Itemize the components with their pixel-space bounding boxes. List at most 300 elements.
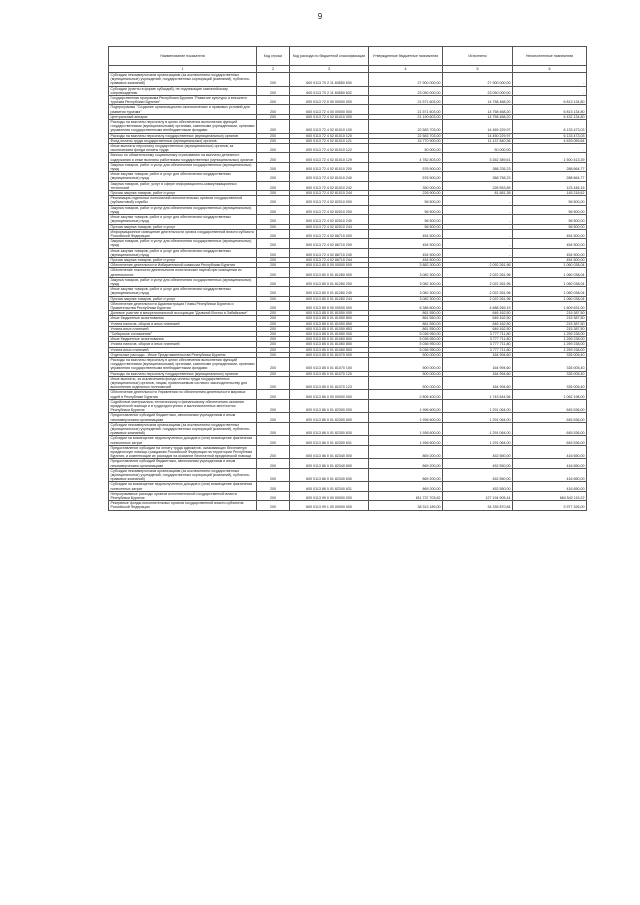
row-executed: 14 758 468,20 (443, 105, 513, 114)
row-unexecuted: 56 500,00 (513, 196, 587, 205)
row-unexecuted: 1 609 631,00 (513, 301, 587, 310)
row-name: Субсидии (гранты в форме субсидий), не подлежащие казначейскому сопровождению (109, 86, 257, 95)
row-code: 200 (257, 96, 290, 105)
row-executed: 4 688 269,19 (443, 301, 513, 310)
table-row (109, 144, 587, 153)
row-classification: 600 0113 72 4 02 81010 242 (290, 181, 369, 190)
row-approved: 3 082 300,00 (369, 296, 443, 301)
row-unexecuted: 56 500,00 (513, 205, 587, 214)
row-classification: 600 0113 85 0 01 81050 000 (290, 311, 369, 316)
row-executed: 452 550,00 (443, 468, 513, 482)
row-code: 200 (257, 357, 290, 371)
table-row (109, 153, 587, 162)
row-classification: 600 0113 86 0 01 82300 600 (290, 413, 369, 422)
row-unexecuted: 335 005,40 (513, 376, 587, 390)
row-classification: 600 0113 72 0 00 00000 000 (290, 96, 369, 105)
row-approved: 23 050 000,00 (369, 86, 443, 95)
row-classification: 600 0113 72 4 02 82010 244 (290, 224, 369, 229)
table-row (109, 86, 587, 95)
row-executed: 3 777 711,80 (443, 331, 513, 336)
row-classification: 600 0113 85 0 01 81060 800 (290, 337, 369, 342)
row-unexecuted: 1 060 038,04 (513, 296, 587, 301)
row-classification: 600 0113 72 4 02 81010 100 (290, 120, 369, 134)
row-classification: 600 0113 85 0 01 81060 853 (290, 347, 369, 352)
row-name: Предоставление субсидий бюджетным, автономным учреждениям и иным некоммерческим организациям (109, 413, 257, 422)
row-approved: 226 900,00 (369, 191, 443, 196)
row-classification: 600 0113 85 0 01 81070 123 (290, 376, 369, 390)
row-unexecuted: 416 650,00 (513, 468, 587, 482)
row-unexecuted: 6 813 134,80 (513, 96, 587, 105)
row-name: Расходы на выплаты персоналу в целях обеспечения выполнения функций государственными (муниципальными) органами, казенными учреждениями, органами управления государственными внебюджетными фондами (110, 357, 255, 371)
row-name: Уплата иных платежей (109, 347, 257, 352)
row-unexecuted: 454 500,00 (513, 248, 587, 257)
column-number: 2 (257, 66, 290, 73)
column-number: 4 (369, 66, 443, 73)
header-classification: Код расхода по бюджетной классификации (290, 47, 369, 66)
row-code: 200 (257, 248, 290, 257)
row-executed: 27 900 000,00 (443, 73, 513, 87)
row-approved: 1 936 600,00 (369, 436, 443, 445)
table-row (109, 239, 587, 248)
header-unexecuted: Неисполненные назначения (513, 47, 587, 66)
row-name: Центральный аппарат (109, 114, 257, 119)
row-name: Закупка товаров, работ и услуг для обеспечения государственных (муниципальных) нужд (109, 277, 257, 286)
table-row (109, 459, 587, 468)
row-code: 200 (257, 153, 290, 162)
row-executed: - (443, 248, 513, 257)
row-approved: 454 500,00 (369, 248, 443, 257)
row-unexecuted: - (513, 73, 587, 87)
row-code: 200 (257, 501, 290, 510)
row-unexecuted: 4 633 059,64 (513, 138, 587, 143)
row-name: Субсидии некоммерческим организациям (за исключением государственных (муниципальных) учреждений, государственных корпораций (компаний), публично-правовых компаний) (109, 468, 257, 482)
row-unexecuted: 6 813 134,80 (513, 105, 587, 114)
row-code: 200 (257, 301, 290, 310)
row-name: Долевое участие в межрегиональной ассоциации "Дальний Восток и Забайкалье" (109, 311, 257, 316)
row-unexecuted: 335 005,40 (513, 357, 587, 371)
row-classification: 600 0113 85 0 01 81050 800 (290, 316, 369, 321)
row-executed: - (443, 239, 513, 248)
row-name: Иные закупки товаров, работ и услуг для обеспечения государственных (муниципальных) нужд (109, 215, 257, 224)
row-executed: 1 291 064,00 (443, 399, 513, 413)
row-classification: 600 0113 72 4 02 81010 240 (290, 172, 369, 181)
row-name: Субсидии на возмещение недополученных доходов и (или) возмещение фактически понесенных затрат (109, 482, 257, 491)
table-row (109, 376, 587, 390)
row-classification: 600 0113 72 4 02 82010 240 (290, 215, 369, 224)
row-executed: 452 550,00 (443, 482, 513, 491)
row-classification: 600 0113 86 0 01 82340 630 (290, 468, 369, 482)
row-name: Обеспечение деятельности Администрации Главы Республики Бурятия и Правительства Республики Бурятия (109, 301, 257, 310)
row-unexecuted: 1 062 198,00 (513, 390, 587, 399)
row-executed: 81 681,38 (443, 191, 513, 196)
row-executed: 388 235,23 (443, 162, 513, 171)
row-code: 200 (257, 459, 290, 468)
table-row (109, 468, 587, 482)
row-name: Закупка товаров, работ и услуг для обеспечения государственных (муниципальных) нужд (109, 239, 257, 248)
row-name: Расходы на выплаты персоналу в целях обеспечения выполнения функций государственными (муниципальными) органами, казенными учреждениями, органами управления государственными внебюджетными фондами (110, 120, 255, 133)
row-name: Предоставление субсидии на оплату труда адвокатов, оказывающих бесплатную юридическую помощь гражданам Российской Федерации на территории Республики Бурятия, и компенсации их расходов на оказание бесплатной юридической помощи (109, 445, 257, 459)
row-code: 200 (257, 287, 290, 296)
row-approved: 861 550,00 (369, 311, 443, 316)
row-unexecuted: 56 500,00 (513, 224, 587, 229)
row-code: 200 (257, 352, 290, 357)
row-approved: 3 082 300,00 (369, 277, 443, 286)
row-approved: 576 900,00 (369, 172, 443, 181)
table-row (109, 196, 587, 205)
table-row (109, 436, 587, 445)
row-classification: 600 0113 72 4 02 82010 200 (290, 205, 369, 214)
row-approved: 22 583 703,00 (369, 133, 443, 138)
row-approved: 869 200,00 (369, 445, 443, 459)
row-executed: 646 162,50 (443, 316, 513, 321)
row-unexecuted: 56 500,00 (513, 215, 587, 224)
row-executed: 3 262 389,61 (443, 153, 513, 162)
row-approved: 500 000,00 (369, 357, 443, 371)
row-classification: 600 0113 72 4 02 81010 244 (290, 191, 369, 196)
budget-execution-table (108, 46, 587, 511)
row-unexecuted: 645 536,00 (513, 399, 587, 413)
table-row (109, 413, 587, 422)
row-name: Содействие материально-техническому и финансовому обеспечению оказания юридической помощи и в труднодоступных и малонаселенных местностях Республики Бурятия (109, 399, 257, 413)
row-name: Уплата налогов, сборов и иных платежей (109, 342, 257, 347)
row-executed: 1 743 644,56 (443, 390, 513, 399)
row-unexecuted: 684 542 115,22 (513, 491, 587, 500)
row-classification: 600 0113 86 0 01 82340 631 (290, 482, 369, 491)
row-name: Уплата налогов, сборов и иных платежей (109, 321, 257, 326)
row-unexecuted: 1 259 238,00 (513, 337, 587, 342)
row-executed: - (443, 257, 513, 262)
row-approved: 1 936 600,00 (369, 413, 443, 422)
row-executed: 11 137 840,36 (443, 138, 513, 143)
row-classification: 600 0113 85 0 01 81050 853 (290, 326, 369, 331)
row-approved: 869 200,00 (369, 482, 443, 491)
table-row (109, 501, 587, 510)
row-code: 200 (257, 268, 290, 277)
row-code: 200 (257, 436, 290, 445)
row-executed: 3 777 711,80 (443, 342, 513, 347)
row-unexecuted: 145 218,62 (513, 191, 587, 196)
row-classification: 600 0113 72 4 02 86710 200 (290, 239, 369, 248)
row-name: Прочая закупка товаров, работ и услуг (109, 224, 257, 229)
row-code: 200 (257, 311, 290, 316)
row-name: Обеспечение деятельности Избирательной комиссии Республики Бурятия (109, 263, 257, 268)
table-body (109, 73, 587, 511)
row-approved: 2 805 400,00 (369, 390, 443, 399)
row-name: Иные бюджетные ассигнования (109, 337, 257, 342)
row-classification: 600 0113 80 0 01 81260 000 (290, 268, 369, 277)
row-approved: 21 571 603,00 (369, 105, 443, 114)
row-code: 200 (257, 468, 290, 482)
row-approved: 1 996 600,00 (369, 399, 443, 413)
row-approved: 5 036 950,00 (369, 337, 443, 342)
row-executed: - (443, 215, 513, 224)
table-row (109, 277, 587, 286)
row-unexecuted: 1 060 038,04 (513, 287, 587, 296)
row-unexecuted: 1 060 038,04 (513, 268, 587, 277)
row-executed: - (443, 224, 513, 229)
row-approved: 500 000,00 (369, 371, 443, 376)
row-code: 200 (257, 144, 290, 153)
row-approved: 3 882 300,00 (369, 263, 443, 268)
row-approved: 22 583 703,00 (369, 120, 443, 134)
column-number: 1 (109, 66, 257, 73)
row-classification: 600 0113 86 0 01 82300 631 (290, 436, 369, 445)
row-name: Реализация отдельных полномочий исполнительных органов государственной (субъектовой) службы (109, 196, 257, 205)
row-code: 200 (257, 138, 290, 143)
row-code: 200 (257, 337, 290, 342)
row-executed: 1 291 064,00 (443, 413, 513, 422)
row-executed: 388 758,23 (443, 172, 513, 181)
row-name: Обеспечение деятельности Управления по обеспечению деятельности мировых судей в Республике Бурятия (109, 390, 257, 399)
row-executed: 3 777 711,80 (443, 337, 513, 342)
row-executed: 34 335 870,84 (443, 501, 513, 510)
row-name: Прочая закупка товаров, работ и услуг (109, 257, 257, 262)
row-unexecuted: 454 500,00 (513, 239, 587, 248)
row-unexecuted: 6 133 473,03 (513, 133, 587, 138)
row-code: 200 (257, 390, 290, 399)
row-classification: 600 0113 72 4 02 86710 240 (290, 248, 369, 257)
column-number: 3 (290, 66, 369, 73)
row-code: 200 (257, 105, 290, 114)
row-executed: 14 758 468,20 (443, 96, 513, 105)
row-name: Субсидии некоммерческим организациям (за исключением государственных (муниципальных) учреждений, государственных корпораций (компаний), публично-правовых компаний) (109, 73, 257, 87)
row-unexecuted: - (513, 86, 587, 95)
row-approved: 3 082 300,00 (369, 268, 443, 277)
table-row (109, 445, 587, 459)
row-unexecuted: 1 060 038,04 (513, 277, 587, 286)
row-code: 200 (257, 133, 290, 138)
row-code: 200 (257, 224, 290, 229)
row-name: Обеспечение гласности деятельности политических партий при освещении их деятельности (109, 268, 257, 277)
row-unexecuted: - (513, 144, 587, 153)
table-row (109, 162, 587, 171)
row-code: 200 (257, 376, 290, 390)
row-name: Уплата иных платежей (109, 326, 257, 331)
row-unexecuted: 288 664,77 (513, 172, 587, 181)
row-code: 200 (257, 277, 290, 286)
row-code: 200 (257, 86, 290, 95)
header-executed: Исполнено (443, 47, 513, 66)
row-approved: 38 313 189,00 (369, 501, 443, 510)
row-name: Субсидии некоммерческим организациям (за исключением государственных (муниципальных) учреждений, государственных корпораций (компаний), публично-правовых компаний) (109, 422, 257, 436)
row-executed: 2 022 261,96 (443, 268, 513, 277)
row-classification: 600 0113 85 0 01 81050 850 (290, 321, 369, 326)
row-executed: 2 022 261,96 (443, 296, 513, 301)
row-code: 200 (257, 263, 290, 268)
row-code: 200 (257, 331, 290, 336)
row-code: 200 (257, 114, 290, 119)
row-executed: 646 162,50 (443, 326, 513, 331)
row-name: Расходы на выплаты персоналу государственных (муниципальных) органов (109, 371, 257, 376)
row-executed: 452 550,00 (443, 445, 513, 459)
row-classification: 600 0113 72 4 02 81010 122 (290, 144, 369, 153)
row-code: 200 (257, 347, 290, 352)
row-unexecuted: 416 650,00 (513, 482, 587, 491)
row-executed: 164 994,60 (443, 371, 513, 376)
row-code: 200 (257, 326, 290, 331)
row-classification: 600 0113 72 4 02 86710 244 (290, 257, 369, 262)
row-unexecuted: 335 005,40 (513, 352, 587, 357)
row-name: Прочая закупка товаров, работ и услуг (109, 296, 257, 301)
row-executed: 452 550,00 (443, 459, 513, 468)
row-unexecuted: 1 500 413,39 (513, 153, 587, 162)
row-unexecuted: 1 259 238,00 (513, 342, 587, 347)
row-classification: 600 0113 72 4 02 81010 000 (290, 114, 369, 119)
row-classification: 600 0113 86 0 01 82300 630 (290, 422, 369, 436)
row-classification: 600 0113 85 0 01 81070 120 (290, 371, 369, 376)
row-approved: 15 770 900,00 (369, 138, 443, 143)
row-classification: 600 0113 72 4 02 86710 000 (290, 229, 369, 238)
row-classification: 600 0113 85 0 01 81060 850 (290, 342, 369, 347)
row-approved: 861 550,00 (369, 326, 443, 331)
row-executed: 3 777 711,80 (443, 347, 513, 352)
header-row (109, 47, 587, 66)
row-approved: 6 388 800,00 (369, 301, 443, 310)
table-row (109, 422, 587, 436)
row-code: 200 (257, 399, 290, 413)
row-classification: 600 0113 85 0 01 81060 000 (290, 331, 369, 336)
row-approved: 5 036 950,00 (369, 331, 443, 336)
row-executed: 2 022 261,96 (443, 277, 513, 286)
row-code: 200 (257, 445, 290, 459)
row-executed: 646 162,50 (443, 311, 513, 316)
row-executed: 14 450 229,97 (443, 133, 513, 138)
row-approved: 3 082 300,00 (369, 287, 443, 296)
table-row (109, 105, 587, 114)
row-classification: 600 0113 72 4 00 00000 000 (290, 105, 369, 114)
row-name: Фонд оплаты труда государственных (муниципальных) органов (109, 138, 257, 143)
row-classification: 600 0113 80 0 01 81260 240 (290, 287, 369, 296)
row-classification: 600 0113 80 0 00 00000 000 (290, 263, 369, 268)
row-executed: 23 050 000,00 (443, 86, 513, 95)
row-name: Закупка товаров, работ, услуг в сфере информационно-коммуникационных технологий (109, 181, 257, 190)
row-unexecuted: 454 500,00 (513, 229, 587, 238)
row-classification: 600 0113 72 4 02 82010 000 (290, 196, 369, 205)
row-unexecuted: 8 133 473,03 (513, 120, 587, 134)
row-code: 200 (257, 371, 290, 376)
row-name: Иные закупки товаров, работ и услуг для обеспечения государственных (муниципальных) нужд (109, 172, 257, 181)
row-unexecuted: 215 387,50 (513, 311, 587, 316)
page-number: 9 (317, 12, 323, 21)
row-unexecuted: 3 977 326,00 (513, 501, 587, 510)
column-number: 6 (513, 66, 587, 73)
row-unexecuted: 288 664,77 (513, 162, 587, 171)
row-code: 200 (257, 239, 290, 248)
row-approved: 27 900 000,00 (369, 73, 443, 87)
header-approved: Утвержденные бюджетные назначения (369, 47, 443, 66)
header-name: Наименование показателя (109, 47, 257, 66)
row-approved: 811 737 703,62 (369, 491, 443, 500)
row-name: Подпрограмма "Создание организационно-экономических и правовых условий для развития туризма" (109, 105, 257, 114)
row-name: Иные закупки товаров, работ и услуг для обеспечения государственных (муниципальных) нужд (109, 287, 257, 296)
row-classification: 600 0113 72 4 02 81010 200 (290, 162, 369, 171)
row-unexecuted: 123 446,15 (513, 181, 587, 190)
row-approved: 21 190 603,00 (369, 114, 443, 119)
row-approved: 56 500,00 (369, 205, 443, 214)
table-row (109, 205, 587, 214)
row-code: 200 (257, 215, 290, 224)
row-approved: 454 500,00 (369, 239, 443, 248)
row-executed: 646 162,50 (443, 321, 513, 326)
row-code: 200 (257, 120, 290, 134)
table-row (109, 248, 587, 257)
row-code: 200 (257, 162, 290, 171)
row-code: 200 (257, 229, 290, 238)
row-code: 200 (257, 413, 290, 422)
row-name: "Сибирское соглашение" (109, 331, 257, 336)
row-unexecuted: 416 650,00 (513, 459, 587, 468)
row-name: Непрограммные расходы органов исполнительной государственной власти Республики Бурятия (109, 491, 257, 500)
row-code: 200 (257, 181, 290, 190)
table-row (109, 96, 587, 105)
row-name: Предоставление субсидий бюджетным, автономным учреждениям и иным некоммерческим организациям (109, 459, 257, 468)
row-approved: 56 500,00 (369, 224, 443, 229)
table-row (109, 482, 587, 491)
row-code: 200 (257, 205, 290, 214)
header-code: Код строки (257, 47, 290, 66)
row-unexecuted: 645 536,00 (513, 413, 587, 422)
row-approved: 869 200,00 (369, 459, 443, 468)
row-approved: 56 500,00 (369, 215, 443, 224)
row-classification: 600 0113 70 2 11 84550 632 (290, 86, 369, 95)
row-approved: 5 036 950,00 (369, 342, 443, 347)
row-code: 200 (257, 482, 290, 491)
row-classification: 600 0113 72 4 02 81010 120 (290, 133, 369, 138)
row-unexecuted: 645 536,00 (513, 422, 587, 436)
row-executed: 2 022 261,96 (443, 287, 513, 296)
row-name: Закупка товаров, работ и услуг для обеспечения государственных (муниципальных) нужд (109, 205, 257, 214)
row-approved: 576 900,00 (369, 162, 443, 171)
row-classification: 600 0113 99 0 00 00000 000 (290, 491, 369, 500)
row-executed: 1 291 064,00 (443, 436, 513, 445)
row-executed: 127 194 905,44 (443, 491, 513, 500)
row-approved: 350 000,00 (369, 181, 443, 190)
row-approved: 5 036 950,00 (369, 347, 443, 352)
row-executed: - (443, 196, 513, 205)
row-code: 200 (257, 491, 290, 500)
row-approved: 500 000,00 (369, 352, 443, 357)
table-row (109, 287, 587, 296)
table-row (109, 491, 587, 500)
row-unexecuted: 645 536,00 (513, 436, 587, 445)
row-name: Иные закупки товаров, работ и услуг для обеспечения государственных (муниципальных) нужд (109, 248, 257, 257)
row-unexecuted: 1 259 238,00 (513, 331, 587, 336)
row-unexecuted: 416 650,00 (513, 445, 587, 459)
row-code: 200 (257, 191, 290, 196)
row-code: 200 (257, 172, 290, 181)
row-unexecuted: 6 432 134,80 (513, 114, 587, 119)
table-row (109, 357, 587, 371)
row-code: 200 (257, 422, 290, 436)
row-executed: 14 469 229,97 (443, 120, 513, 134)
row-code: 200 (257, 196, 290, 205)
row-unexecuted: 215 387,50 (513, 316, 587, 321)
table-row (109, 181, 587, 190)
row-classification: 600 0113 86 0 01 82300 000 (290, 399, 369, 413)
row-classification: 600 0113 80 0 01 81260 244 (290, 296, 369, 301)
row-classification: 600 0113 80 0 01 81260 200 (290, 277, 369, 286)
row-approved: 21 571 603,00 (369, 96, 443, 105)
row-unexecuted: 215 387,50 (513, 321, 587, 326)
row-code: 200 (257, 316, 290, 321)
row-executed: - (443, 229, 513, 238)
row-name: Закупка товаров, работ и услуг для обеспечения государственных (муниципальных) нужд (109, 162, 257, 171)
row-code: 200 (257, 342, 290, 347)
row-unexecuted: 1 060 038,04 (513, 263, 587, 268)
row-executed: - (443, 205, 513, 214)
row-code: 200 (257, 257, 290, 262)
row-executed: 50 000,00 (443, 144, 513, 153)
